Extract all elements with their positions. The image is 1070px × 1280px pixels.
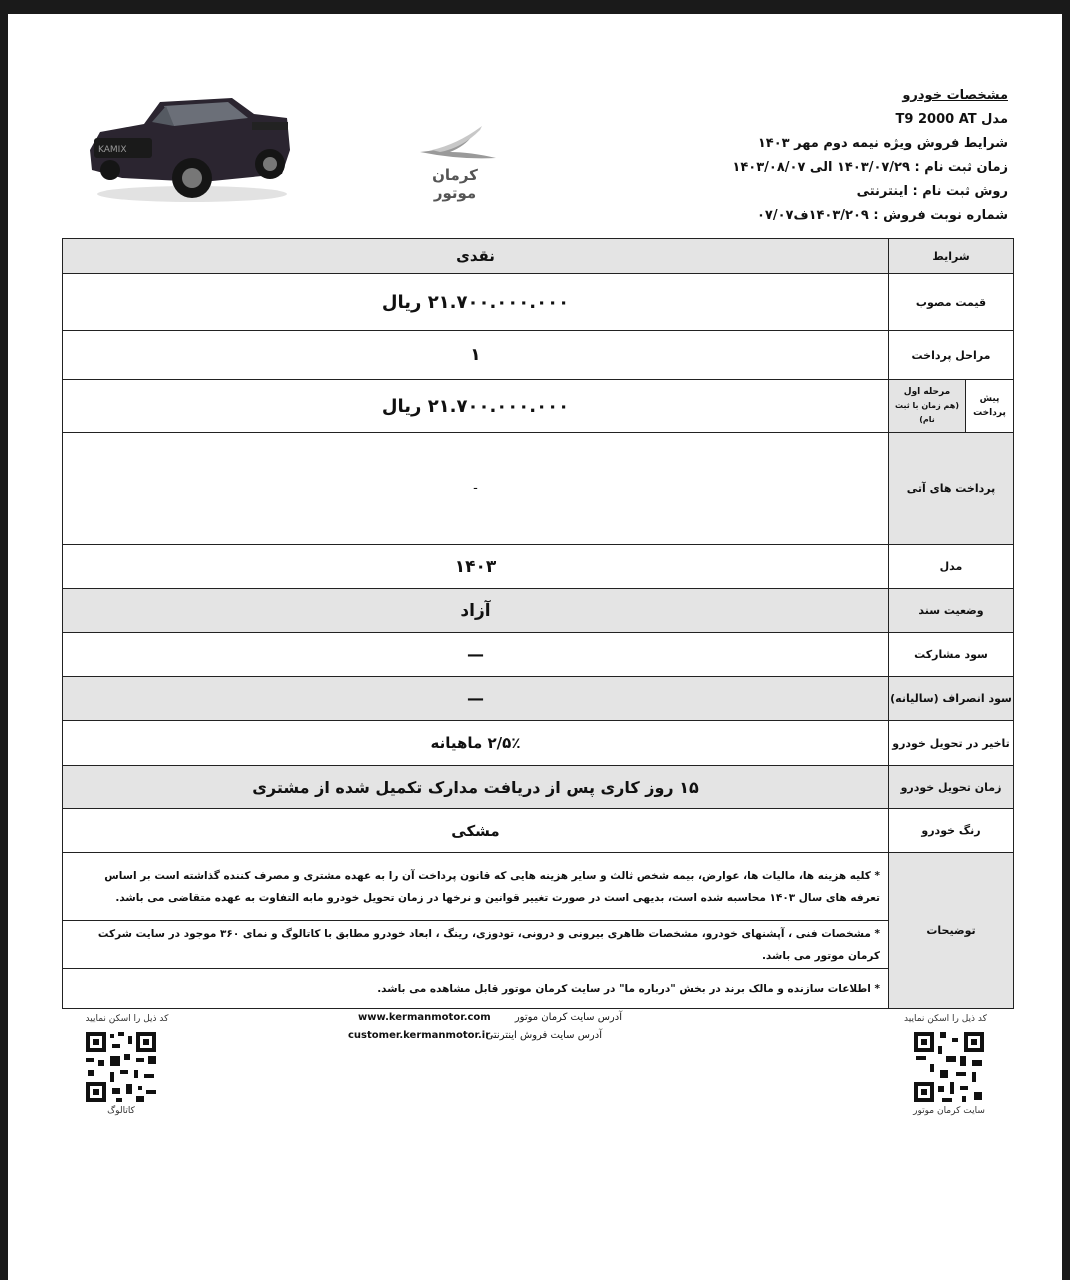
sales-conditions-table	[62, 238, 1014, 1009]
table-row	[63, 766, 1014, 809]
sale-terms: شرایط فروش ویژه نیمه دوم مهر ۱۴۰۳	[757, 136, 1008, 151]
sales-site-url[interactable]: customer.kermanmotor.ir	[348, 1030, 491, 1041]
catalog-qr-code[interactable]	[84, 1030, 158, 1104]
registration-time: زمان ثبت نام : ۱۴۰۳/۰۷/۲۹ الی ۱۴۰۳/۰۸/۰۷	[732, 160, 1008, 175]
screen-frame-top	[0, 0, 1070, 14]
cancellation-profit-value: —	[63, 677, 889, 721]
table-row	[63, 677, 1014, 721]
table-row	[63, 274, 1014, 331]
price-label: قیمت مصوب	[889, 274, 1014, 331]
first-stage-cell	[889, 380, 966, 433]
first-stage-sub: (هم زمان با ثبت نام)	[895, 401, 959, 424]
qr-right-caption: سایت کرمان موتور	[913, 1106, 985, 1116]
table-row	[63, 380, 1014, 433]
model-line	[688, 108, 1008, 132]
color-label: رنگ خودرو	[889, 809, 1014, 853]
model-label: مدل	[981, 112, 1008, 127]
payment-stages-value: ۱	[63, 331, 889, 380]
site-url[interactable]: www.kermanmotor.com	[358, 1012, 491, 1023]
table-row	[63, 921, 1014, 969]
delivery-time-value: ۱۵ روز کاری پس از دریافت مدارک تکمیل شده از مشتری	[63, 766, 889, 809]
delivery-time-label: زمان تحویل خودرو	[889, 766, 1014, 809]
document-status-value: آزاد	[63, 589, 889, 633]
model-year-value: ۱۴۰۳	[63, 545, 889, 589]
table-row	[63, 721, 1014, 766]
scan-hint-left: کد ذیل را اسکن نمایید	[85, 1014, 169, 1024]
partnership-profit-value: —	[63, 633, 889, 677]
model-value: T9 2000 AT	[895, 112, 977, 127]
delay-value: ۲/۵٪ ماهیانه	[63, 721, 889, 766]
conditions-value: نقدی	[63, 239, 889, 274]
table-row	[63, 433, 1014, 545]
svg-text:KAMIX: KAMIX	[98, 145, 127, 155]
note-3: * اطلاعات سازنده و مالک برند در بخش "درباره ما" در سایت کرمان موتور قابل مشاهده می باشد.	[63, 969, 889, 1009]
future-payments-value: -	[63, 433, 889, 545]
registration-method: روش ثبت نام : اینترنتی	[856, 184, 1008, 199]
price-value: ۲۱.۷۰۰.۰۰۰.۰۰۰ ریال	[63, 274, 889, 331]
table-row	[63, 589, 1014, 633]
site-label: آدرس سایت کرمان موتور	[514, 1012, 622, 1023]
notes-label: توضیحات	[889, 853, 1014, 1009]
table-row	[63, 809, 1014, 853]
screen-frame-right	[1062, 0, 1070, 1280]
table-row	[63, 545, 1014, 589]
screen-frame-left	[0, 0, 8, 1280]
cancellation-profit-label: سود انصراف (سالیانه)	[889, 677, 1014, 721]
footer	[62, 1012, 1014, 1122]
table-row	[63, 969, 1014, 1009]
first-stage-label: مرحله اول	[903, 387, 951, 397]
note-1: * کلیه هزینه ها، مالیات ها، عوارض، بیمه شخص ثالث و سایر هزینه هایی که قانون پرداخت آن را به عهده مشتری و مصرف کننده گذاشته است بر اساس تعرفه های سال ۱۴۰۳ محاسبه شده است، بدیهی است در صورت تغییر قوانین و نرخها در زمان تحویل خودرو مابه التفاوت به عهده متقاضی می باشد.	[63, 853, 889, 921]
vehicle-image	[82, 92, 292, 207]
sale-number: شماره نوبت فروش : ۱۴۰۳/۲۰۹ف۰۷/۰۷	[756, 208, 1008, 223]
website-qr-code[interactable]	[912, 1030, 986, 1104]
prepayment-value: ۲۱.۷۰۰.۰۰۰.۰۰۰ ریال	[63, 380, 889, 433]
prepayment-label: پیش پرداخت	[966, 380, 1014, 433]
scan-hint-right: کد ذیل را اسکن نمایید	[904, 1014, 987, 1024]
document-status-label: وضعیت سند	[889, 589, 1014, 633]
vehicle-specs-header	[688, 84, 1008, 228]
specs-title: مشخصات خودرو	[902, 88, 1008, 103]
payment-stages-label: مراحل پرداخت	[889, 331, 1014, 380]
note-2: * مشخصات فنی ، آپشنهای خودرو، مشخصات ظاهری بیرونی و درونی، تودوزی، رینگ ، ابعاد خودرو مطابق با کاتالوگ و نمای ۳۶۰ موجود در سایت شرکت کرمان موتور می باشد.	[63, 921, 889, 969]
qr-left-caption: کاتالوگ	[107, 1106, 135, 1116]
table-row	[63, 331, 1014, 380]
delay-label: تاخیر در تحویل خودرو	[889, 721, 1014, 766]
partnership-profit-label: سود مشارکت	[889, 633, 1014, 677]
conditions-label: شرایط	[889, 239, 1014, 274]
logo-text: کرمان موتور	[432, 166, 478, 202]
model-year-label: مدل	[889, 545, 1014, 589]
table-row	[63, 633, 1014, 677]
sales-site-label: آدرس سایت فروش اینترنتی	[485, 1030, 602, 1041]
future-payments-label: پرداخت های آتی	[889, 433, 1014, 545]
table-row	[63, 239, 1014, 274]
color-value: مشکی	[63, 809, 889, 853]
table-row	[63, 853, 1014, 921]
kerman-motor-logo	[410, 122, 500, 202]
